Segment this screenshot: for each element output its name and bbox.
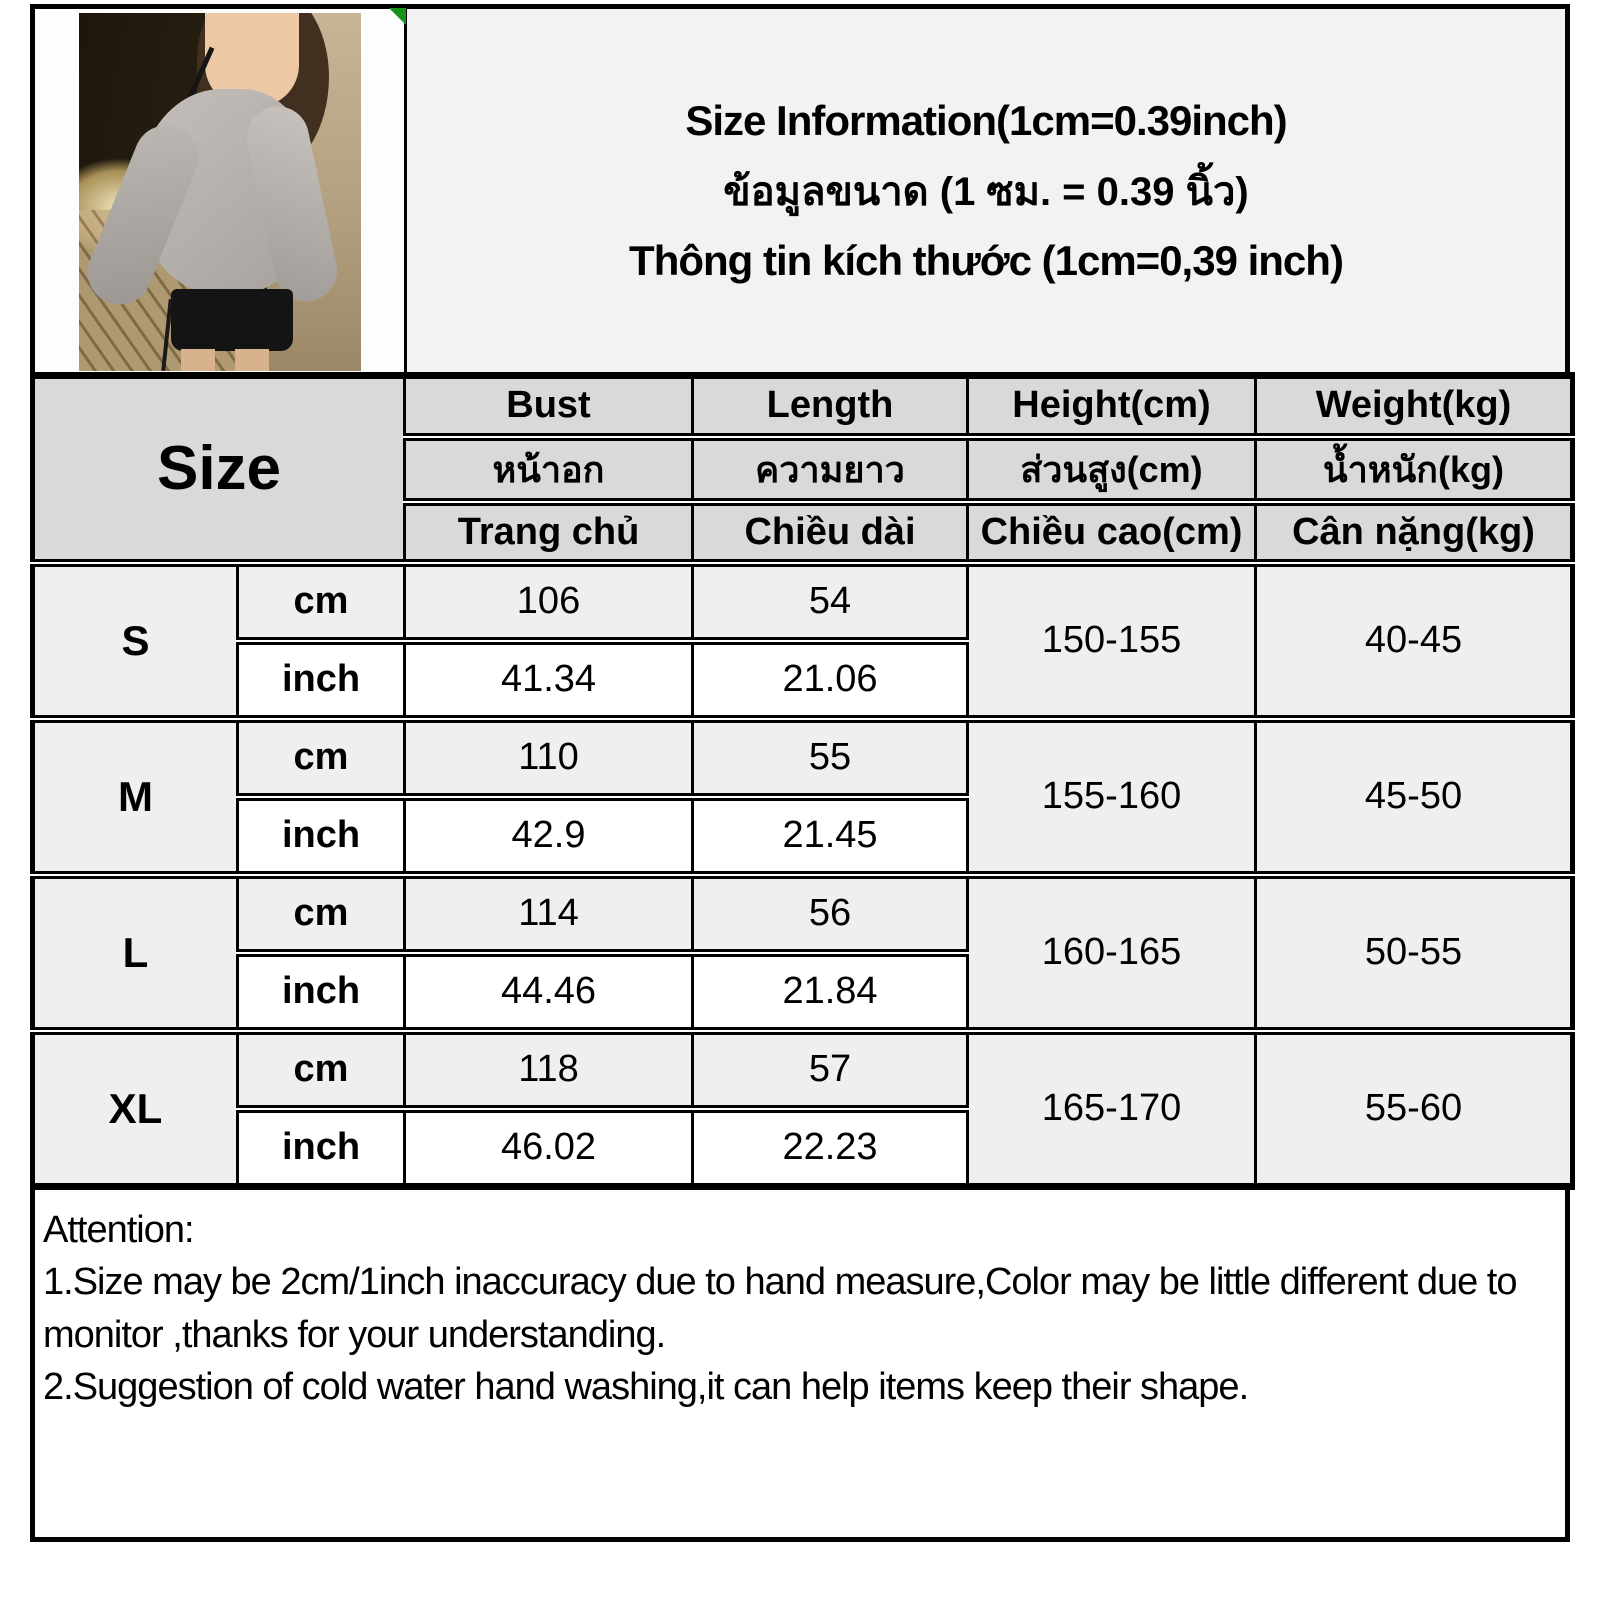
length-cm-m: 55: [693, 719, 968, 797]
product-photo-cell: [35, 9, 407, 372]
unit-inch-s: inch: [238, 641, 405, 719]
height-l: 160-165: [968, 875, 1256, 1031]
unit-cm-s: cm: [238, 563, 405, 641]
height-s: 150-155: [968, 563, 1256, 719]
header-section: [30, 4, 1570, 372]
unit-cm-m: cm: [238, 719, 405, 797]
col-header-length-en: Length: [693, 376, 968, 437]
col-header-height-th: ส่วนสูง(cm): [968, 437, 1256, 502]
col-header-bust-vi: Trang chủ: [405, 502, 693, 563]
green-corner-marker-icon: [389, 8, 406, 25]
col-header-weight-en: Weight(kg): [1256, 376, 1573, 437]
length-inch-xl: 22.23: [693, 1109, 968, 1187]
unit-cm-l: cm: [238, 875, 405, 953]
bust-inch-xl: 46.02: [405, 1109, 693, 1187]
length-cm-xl: 57: [693, 1031, 968, 1109]
length-inch-l: 21.84: [693, 953, 968, 1031]
col-header-length-th: ความยาว: [693, 437, 968, 502]
bust-cm-s: 106: [405, 563, 693, 641]
unit-cm-xl: cm: [238, 1031, 405, 1109]
length-cm-s: 54: [693, 563, 968, 641]
title-cell: [407, 9, 1565, 372]
size-chart-sheet: [30, 4, 1570, 1542]
bust-cm-m: 110: [405, 719, 693, 797]
bust-inch-s: 41.34: [405, 641, 693, 719]
bust-cm-l: 114: [405, 875, 693, 953]
size-info-title-th: ข้อมูลขนาด (1 ซม. = 0.39 นิ้ว): [723, 169, 1249, 214]
length-cm-l: 56: [693, 875, 968, 953]
height-xl: 165-170: [968, 1031, 1256, 1187]
product-photo: [79, 13, 361, 371]
attention-box: [30, 1190, 1570, 1542]
weight-xl: 55-60: [1256, 1031, 1573, 1187]
unit-inch-xl: inch: [238, 1109, 405, 1187]
size-table: [30, 372, 1575, 1190]
size-label-s: S: [33, 563, 238, 719]
length-inch-m: 21.45: [693, 797, 968, 875]
attention-note-2: 2.Suggestion of cold water hand washing,it can help items keep their shape.: [43, 1366, 1249, 1409]
photo-leg-left: [181, 349, 215, 371]
col-header-bust-th: หน้าอก: [405, 437, 693, 502]
attention-note-1: 1.Size may be 2cm/1inch inaccuracy due to hand measure,Color may be little different due to monitor ,thanks for your understanding.: [43, 1261, 1517, 1356]
size-info-title-vi: Thông tin kích thước (1cm=0,39 inch): [629, 236, 1343, 284]
col-header-weight-th: น้ำหนัก(kg): [1256, 437, 1573, 502]
attention-heading: Attention:: [43, 1209, 194, 1251]
size-label-m: M: [33, 719, 238, 875]
unit-inch-m: inch: [238, 797, 405, 875]
weight-m: 45-50: [1256, 719, 1573, 875]
length-inch-s: 21.06: [693, 641, 968, 719]
bust-cm-xl: 118: [405, 1031, 693, 1109]
height-m: 155-160: [968, 719, 1256, 875]
col-header-height-vi: Chiều cao(cm): [968, 502, 1256, 563]
photo-shorts: [171, 289, 293, 351]
photo-leg-right: [235, 349, 269, 371]
size-label-xl: XL: [33, 1031, 238, 1187]
size-info-title-en: Size Information(1cm=0.39inch): [685, 96, 1287, 144]
weight-s: 40-45: [1256, 563, 1573, 719]
col-header-height-en: Height(cm): [968, 376, 1256, 437]
weight-l: 50-55: [1256, 875, 1573, 1031]
bust-inch-l: 44.46: [405, 953, 693, 1031]
unit-inch-l: inch: [238, 953, 405, 1031]
size-label-l: L: [33, 875, 238, 1031]
col-header-bust-en: Bust: [405, 376, 693, 437]
col-header-weight-vi: Cân nặng(kg): [1256, 502, 1573, 563]
size-header-cell: Size: [33, 376, 405, 563]
bust-inch-m: 42.9: [405, 797, 693, 875]
col-header-length-vi: Chiều dài: [693, 502, 968, 563]
